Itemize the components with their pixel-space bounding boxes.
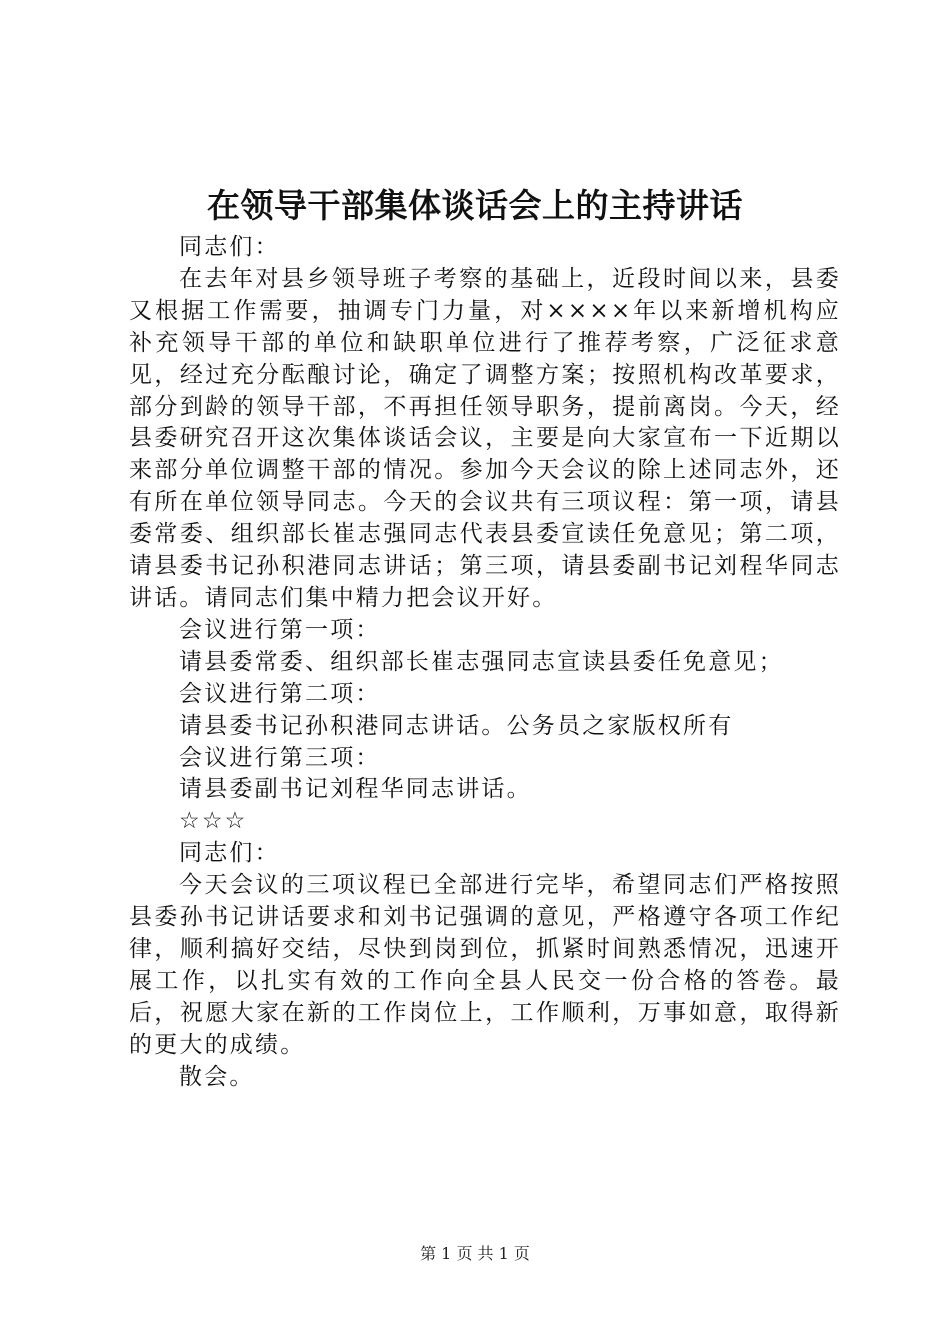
document-body <box>129 232 841 1093</box>
document-title: 在领导干部集体谈话会上的主持讲话 <box>207 186 743 225</box>
closing-salutation-paragraph: 同志们： <box>179 840 280 867</box>
opening-paragraph: 在去年对县乡领导班子考察的基础上，近段时间以来，县委又根据工作需要，抽调专门力量，对××××年以来新增机构应补充领导干部的单位和缺职单位进行了推荐考察，广泛征求意见，经过充分酝酿讨论，确定了调整方案；按照机构改革要求，部分到龄的领导干部，不再担任领导职务，提前离岗。今天，经县委研究召开这次集体谈话会议，主要是向大家宣布一下近期以来部分单位调整干部的情况。参加今天会议的除上述同志外，还有所在单位领导同志。今天的会议共有三项议程：第一项，请县委常委、组织部长崔志强同志代表县委宣读任免意见；第二项，请县委书记孙积港同志讲话；第三项，请县委副书记刘程华同志讲话。请同志们集中精力把会议开好。 <box>129 265 841 611</box>
salutation-paragraph: 同志们： <box>179 234 280 260</box>
agenda-item-1-text: 请县委常委、组织部长崔志强同志宣读县委任免意见； <box>179 648 784 675</box>
agenda-item-2-text: 请县委书记孙积港同志讲话。公务员之家版权所有 <box>179 712 734 739</box>
agenda-item-3-text: 请县委副书记刘程华同志讲话。 <box>179 776 532 803</box>
page-number-footer: 第 1 页 共 1 页 <box>420 1244 530 1263</box>
section-divider-stars: ☆☆☆ <box>179 808 248 835</box>
closing-paragraph: 今天会议的三项议程已全部进行完毕，希望同志们严格按照县委孙书记讲话要求和刘书记强调的意见，严格遵守各项工作纪律，顺利搞好交结，尽快到岗到位，抓紧时间熟悉情况，迅速开展工作，以扎实有效的工作向全县人民交一份合格的答卷。最后，祝愿大家在新的工作岗位上，工作顺利，万事如意，取得新的更大的成绩。 <box>129 872 841 1058</box>
agenda-item-3-heading: 会议进行第三项： <box>179 744 381 771</box>
agenda-item-2-heading: 会议进行第二项： <box>179 680 381 707</box>
agenda-item-1-heading: 会议进行第一项： <box>179 616 381 643</box>
adjourn-paragraph: 散会。 <box>179 1063 255 1090</box>
